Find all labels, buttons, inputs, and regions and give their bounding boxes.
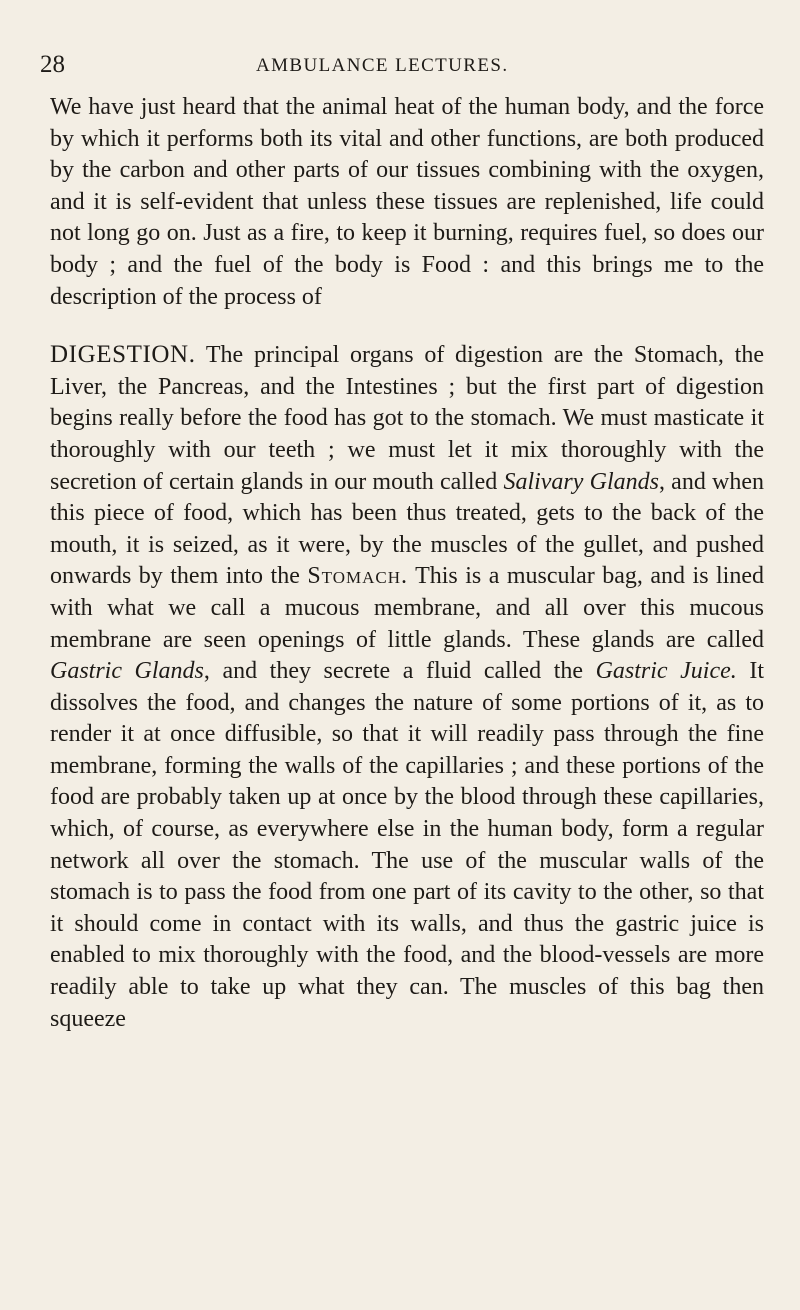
section-heading-digestion: DIGESTION. (50, 341, 196, 369)
term-gastric-glands: Gastric Glands (50, 658, 204, 685)
paragraph-digestion (50, 339, 764, 1035)
text-run: This is a muscular bag, and is lined with what we call a mucous membrane, and all over this mucous membrane are seen openings of little glands. These glands are called (50, 563, 764, 653)
term-gastric-juice: Gastric Juice. (595, 658, 737, 685)
text-run: , and when this piece of food, which has been thus treated, gets to the back of the mouth, it is seized, as it were, by the muscles of the gullet, and pushed onwards by them into the (50, 468, 765, 590)
text-run: The principal organs of digestion are the Stomach, the Liver, the Pancreas, and the Intestines ; but the first part of digestion begins really before the food has got to the stomach. We must masticate it thoroughly with our teeth ; we must let it mix thoroughly with the secretion of certain glands in our mouth called (50, 342, 764, 495)
term-stomach: Stomach. (307, 563, 409, 590)
text-run: , and they secrete a fluid called the (203, 658, 596, 685)
paragraph-spacer (50, 313, 764, 339)
paragraph-intro: We have just heard that the animal heat of the human body, and the force by which it performs both its vital and other functions, are both produced by the carbon and other parts of our tissues combining with the oxygen, and it is self-evident that unless these tissues are replenished, life could not long go on. Just as a fire, to keep it burning, requires fuel, so does our body ; and the fuel of the body is Food : and this brings me to the description of the process of (50, 94, 764, 310)
running-head: AMBULANCE LECTURES. (256, 55, 509, 76)
term-salivary-glands: Salivary Glands (503, 468, 659, 495)
page-number: 28 (40, 51, 65, 78)
body-text (50, 92, 764, 1035)
text-run: It dissolves the food, and changes the nature of some portions of it, as to render it at once diffusible, so that it will readily pass through the fine membrane, forming the walls of the capillaries ; and these portions of the food are probably taken up at once by the blood through these capillaries, which, of course, as everywhere else in the human body, form a regular network all over the stomach. The use of the muscular walls of the stomach is to pass the food from one part of its cavity to the other, so that it should come in contact with its walls, and thus the gastric juice is enabled to mix thoroughly with the food, and the blood-vessels are more readily able to take up what they can. The muscles of this bag then squeeze (50, 658, 764, 1032)
page-header (40, 48, 760, 82)
